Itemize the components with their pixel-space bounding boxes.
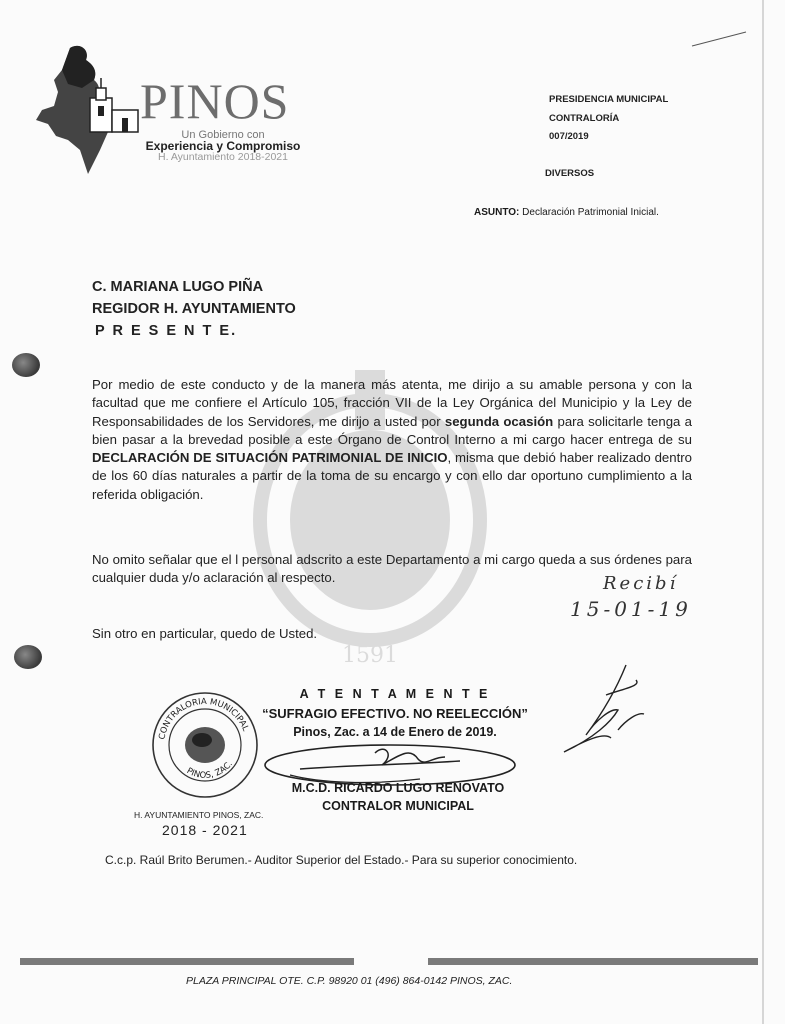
body-p1-bold-2: DECLARACIÓN DE SITUACIÓN PATRIMONIAL DE INICIO xyxy=(92,450,448,466)
subject-line xyxy=(474,207,659,218)
page-edge xyxy=(762,0,764,1024)
punch-hole xyxy=(12,353,40,377)
header-dependency: PRESIDENCIA MUNICIPAL xyxy=(549,94,669,105)
seal-ring-bottom: PINOS, ZAC. xyxy=(184,759,235,781)
signer-title: CONTRALOR MUNICIPAL xyxy=(322,799,474,813)
scan-mark xyxy=(690,28,750,48)
body-paragraph-2: No omito señalar que el l personal adscrito a este Departamento a mi cargo queda a sus órdenes para cualquier duda y/o aclaración al respecto. xyxy=(92,552,692,586)
logo-subtitle-line2: Experiencia y Compromiso xyxy=(145,139,301,153)
addressee-name: C. MARIANA LUGO PIÑA xyxy=(92,279,264,295)
body-p1-e: , misma que debió haber realizado dentro de los 60 días naturales a partir de la toma de su encargo y con ello dar oportuno cumplimiento a la referida obligación. xyxy=(92,450,692,502)
header-folio: 007/2019 xyxy=(549,131,589,142)
logo-subtitle-line1: Un Gobierno con xyxy=(181,129,265,141)
body-paragraph-3: Sin otro en particular, quedo de Usted. xyxy=(92,626,318,641)
signer-name: M.C.D. RICARDO LUGO RENOVATO xyxy=(291,781,505,795)
watermark-year: 1591 xyxy=(342,643,398,668)
official-seal xyxy=(150,690,260,800)
header-type: DIVERSOS xyxy=(545,168,595,179)
closing-slogan: “SUFRAGIO EFECTIVO. NO REELECCIÓN” xyxy=(262,706,528,721)
body-p1-a: Por medio de este conducto y de la manera más atenta, me dirijo a su amable persona y con la facultad que me confiere el Artículo 105, fracción VII de la Ley Orgánica del Municipio y la Ley de Responsabilidades de los Servidores, me dirijo a usted por xyxy=(92,377,692,429)
closing-place-date: Pinos, Zac. a 14 de Enero de 2019. xyxy=(293,725,497,739)
handwritten-date: 15-01-19 xyxy=(570,597,692,621)
body-p1-c: para solicitarle tenga a bien pasar a la brevedad posible a este Órgano de Control Interno a mi cargo hacer entrega de su xyxy=(92,413,692,447)
handwritten-received: Recibí xyxy=(603,573,679,594)
subject-label: ASUNTO: xyxy=(474,207,520,218)
map-church-icon xyxy=(28,40,148,180)
seal-years: 2018 - 2021 xyxy=(162,822,248,838)
closing-block xyxy=(260,685,530,742)
subject-value: Declaración Patrimonial Inicial. xyxy=(522,207,659,218)
seal-caption: H. AYUNTAMIENTO PINOS, ZAC. xyxy=(134,810,264,820)
addressee-presente: P R E S E N T E. xyxy=(95,323,238,339)
closing-atentamente: A T E N T A M E N T E xyxy=(299,687,491,701)
carbon-copy-line: C.c.p. Raúl Brito Berumen.- Auditor Superior del Estado.- Para su superior conocimiento. xyxy=(105,853,578,867)
logo-wordmark: PINOS xyxy=(140,73,290,129)
header-department: CONTRALORÍA xyxy=(549,113,620,124)
body-p1-bold-1: segunda ocasión xyxy=(444,413,554,429)
logo-subtitle-line3: H. Ayuntamiento 2018-2021 xyxy=(158,151,288,163)
footer-bar-left xyxy=(20,958,354,965)
footer-address: PLAZA PRINCIPAL OTE. C.P. 98920 01 (496) 864-0142 PINOS, ZAC. xyxy=(186,975,513,987)
logo-subtitle xyxy=(138,130,308,163)
body-paragraph-1 xyxy=(92,376,692,504)
footer-bar-right xyxy=(428,958,758,965)
punch-hole xyxy=(14,645,42,669)
signer-block xyxy=(268,779,528,815)
signature-recipient xyxy=(556,660,646,760)
addressee-position: REGIDOR H. AYUNTAMIENTO xyxy=(92,301,296,317)
seal-ring-top: CONTRALORIA MUNICIPAL xyxy=(157,696,251,741)
